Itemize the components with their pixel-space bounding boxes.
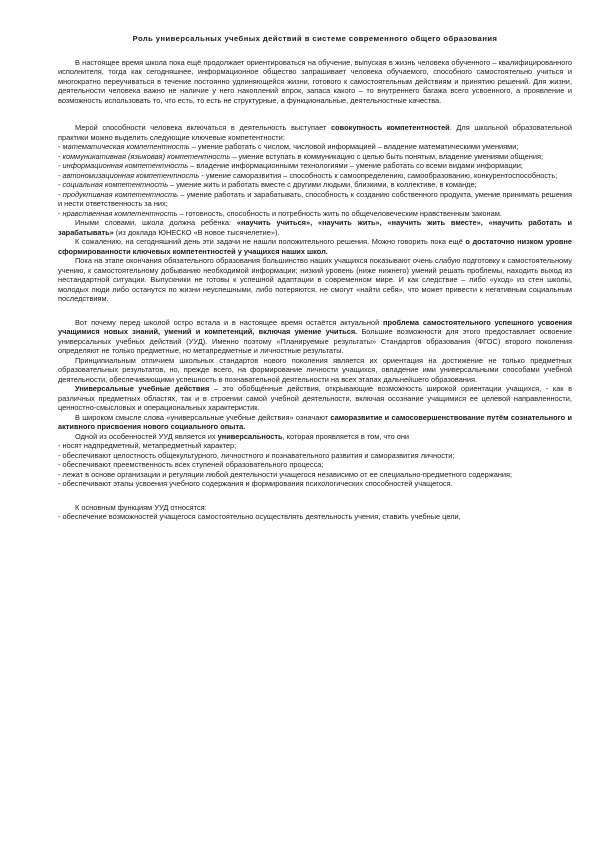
italic-term: социальная компетентность <box>62 180 169 189</box>
list-item: - социальная компетентность – умение жить и работать вместе с другими людьми, близкими, в коллективе, в команде; <box>58 180 477 189</box>
italic-term: информационная компетентность <box>62 161 189 170</box>
bold-text: универсальность <box>217 431 283 441</box>
list-item: - информационная компетентность – владение информационными технологиями – умение работать со всеми видами информации; <box>58 161 523 170</box>
list-item: - обеспечивают преемственность всех ступеней образовательного процесса; <box>58 460 324 469</box>
paragraph-universality: Одной из особенностей УУД является их универсальность, которая проявляется в том, что они <box>75 431 410 441</box>
italic-term: коммуникативная (языковая) компетентность <box>62 151 231 161</box>
list-item: - нравственная компетентность – готовность, способность и потребность жить по общечеловеческим нравственным законам. <box>58 208 502 218</box>
paragraph-standards: Принципиальным отличием школьных стандартов нового поколения является их ориентация на достижение не только предметных образовательных результатов, но, прежде всего, на формирование личности учащихся, овладение ими универсальными способами учебной деятельности, обеспечивающими успешность в познавательной деятельности на всех этапах дальнейшего образования. <box>58 355 572 384</box>
paragraph-graduates: Пока на этапе окончания обязательного образования большинство наших учащихся показывают очень слабую подготовку к самостоятельному учению, к самостоятельному добыванию необходимой информации; низкий уровень (ниже нижнего) умений решать проблемы, находить выход из нестандартной ситуации. Выпускники не готовы к успешной адаптации в современном мире. И как следствие – либо «уход» из стен школы, молодых люди либо останутся по жизни неуспешными, либо потеряются, не смогут «найти себя», что может привести к негативным социальным последствиям. <box>58 256 572 303</box>
list-item: - лежат в основе организации и регуляции любой деятельности учащегося независимо от ее специально-предметного содержания; <box>58 469 513 479</box>
bold-text: совокупность компетентностей <box>331 123 450 132</box>
paragraph-uud-definition: Универсальные учебные действия – это обобщённые действия, открывающие возможность широкой ориентации учащихся, - как в различных предметных областях, так и в строении самой учебной деятельности, включая осознание учащимися ее целевой направленности, ценностно-смысловых и операциональных характеристик. <box>58 384 572 412</box>
paragraph-unesco: Иными словами, школа должна ребёнка: «научить учиться», «научить жить», «научить жить вместе», «научить работать и зарабатывать» (из доклада ЮНЕСКО «В новое тысячелетие»). <box>58 218 572 237</box>
list-item: - обеспечивают целостность общекультурного, личностного и познавательного развития и саморазвития личности; <box>58 450 455 460</box>
paragraph-intro: В настоящее время школа пока ещё продолжает ориентироваться на обучение, выпуская в жизнь человека обученного – квалифицированного исполнителя, тогда как сегодняшнее, информационное общество запрашивает человека обучаемого, способного самостоятельно учиться и многократно переучиваться в течение постоянно удлиняющейся жизни, готового к самостоятельным действиям и принятию решений. Для жизни, деятельности человека важно не наличие у него накоплений впрок, запаса какого – то внутреннего багажа всего усвоенного, а проявление и возможность использовать то, что есть, то есть не структурные, а функциональные, деятельностные качества. <box>58 57 572 105</box>
list-item: - обеспечивают этапы усвоения учебного содержания и формирования психологических способностей учащегося. <box>58 479 453 488</box>
bold-text: «научить учиться», «научить жить», «научить жить вместе», «научить работать и зарабатывать» <box>58 218 572 237</box>
list-item: - обеспечение возможностей учащегося самостоятельно осуществлять деятельность учения, ставить учебные цели, <box>58 512 461 521</box>
document-page <box>58 34 572 834</box>
list-item: - коммуникативная (языковая) компетентность – умение вступать в коммуникацию с целью быть понятым, владение умениями общения; <box>58 151 544 161</box>
paragraph-wide-sense: В широком смысле слова «универсальные учебные действия» означают саморазвитие и самосовершенствование путём сознательного и активного присвоения нового социального опыта. <box>58 412 572 431</box>
list-item: - автономизационная компетентность - умение саморазвития – способность к самоопределению, самообразованию, конкурентоспособность; <box>58 170 558 180</box>
paragraph-competencies: Мерой способности человека включаться в деятельность выступает совокупность компетентностей. Для школьной образовательной практики можно выделить следующие ключевые компетентности: <box>58 123 572 142</box>
competencies-list <box>58 142 572 218</box>
italic-term: автономизационная компетентность <box>62 170 200 180</box>
paragraph-functions: К основным функциям УУД относятся: <box>75 502 207 512</box>
italic-term: математическая компетентность <box>62 142 190 151</box>
universality-list <box>58 441 572 489</box>
paragraph-low-level: К сожалению, на сегодняшний день эти задачи не нашли положительного решения. Можно говорить пока ещё о достаточно низком уровне сформированности ключевых компетентностей у учащихся наших школ. <box>58 237 572 256</box>
list-item: - носят надпредметный, метапредметный характер; <box>58 441 237 450</box>
bold-text: саморазвитие и самосовершенствование путём сознательного и активного присвоения нового социального опыта. <box>58 412 572 431</box>
italic-term: продуктивная компетентность <box>62 189 179 199</box>
document-title: Роль универсальных учебных действий в системе современного общего образования <box>132 34 498 43</box>
italic-term: нравственная компетентность <box>62 208 178 218</box>
bold-text: о достаточно низком уровне сформированности ключевых компетентностей у учащихся наших школ. <box>58 237 572 256</box>
list-item: - продуктивная компетентность – умение работать и зарабатывать, способность к созданию собственного продукта, умение принимать решения и нести ответственность за них; <box>58 189 572 208</box>
list-item: - математическая компетентность – умение работать с числом, числовой информацией – владение математическими умениями; <box>58 142 519 151</box>
paragraph-problem: Вот почему перед школой остро встала и в настоящее время остаётся актуальной проблема самостоятельного успешного усвоения учащимися новых знаний, умений и компетенций, включая умение учиться. Большие возможности для этого предоставляет освоение универсальных учебных действий (УУД). Именно поэтому «Планируемые результаты» Стандартов образования (ФГОС) второго поколения определяют не только предметные, но метапредметные и личностные результаты. <box>58 317 572 355</box>
bold-text: проблема самостоятельного успешного усвоения учащимися новых знаний, умений и компетенций, включая умение учиться. <box>58 317 572 336</box>
bold-text: Универсальные учебные действия <box>75 384 210 393</box>
